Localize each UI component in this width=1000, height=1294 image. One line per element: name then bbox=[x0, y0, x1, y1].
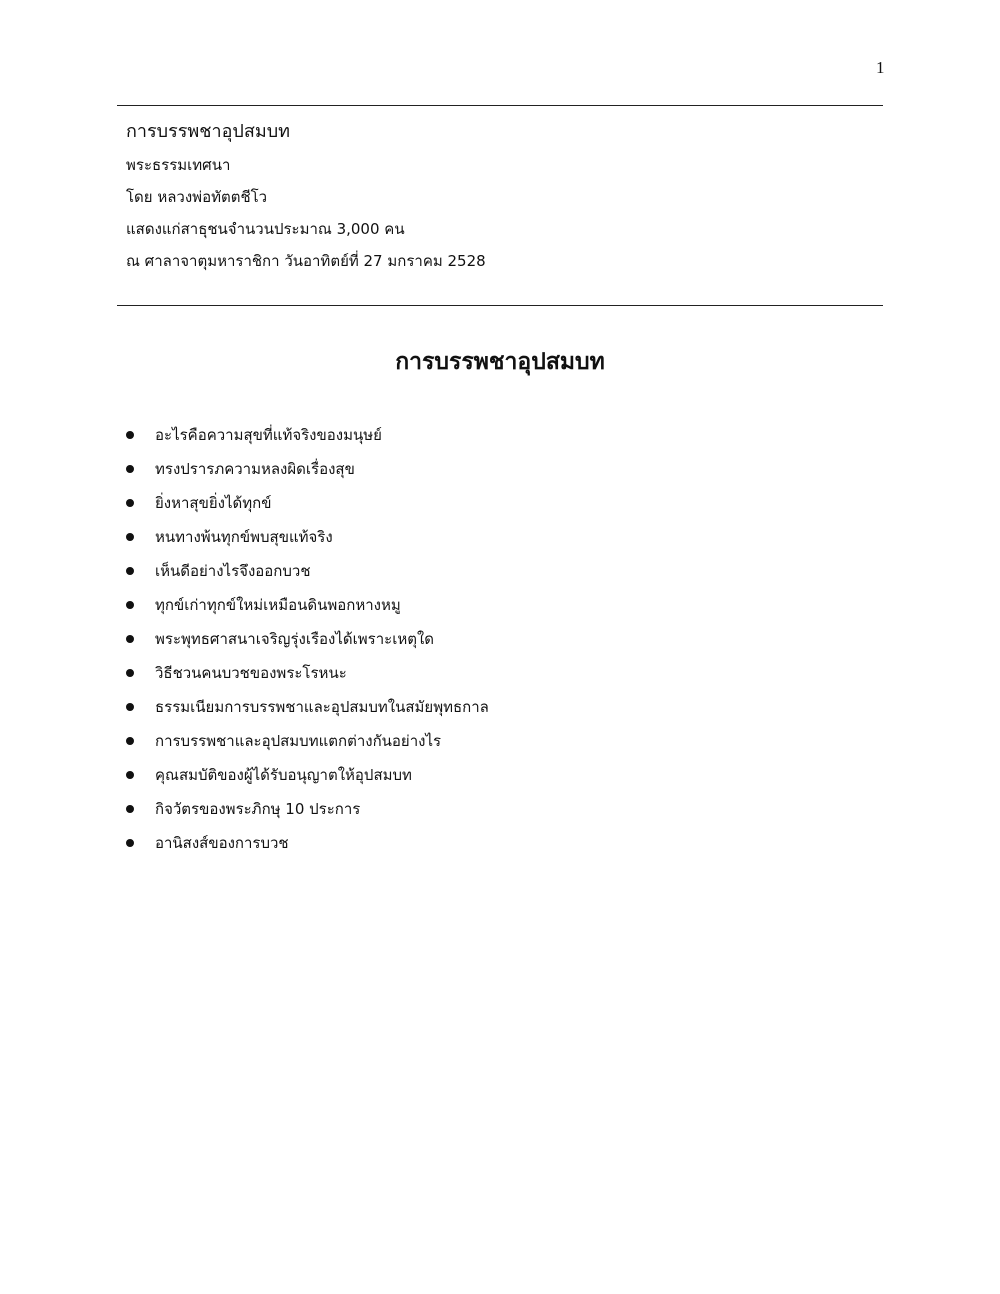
header-subtitle: พระธรรมเทศนา bbox=[126, 156, 231, 174]
bottom-divider bbox=[117, 305, 883, 306]
topic-text: กิจวัตรของพระภิกษุ 10 ประการ bbox=[155, 800, 361, 818]
bullet-icon bbox=[126, 839, 134, 847]
topic-text: ธรรมเนียมการบรรพชาและอุปสมบทในสมัยพุทธกาล bbox=[155, 698, 489, 716]
page-number: 1 bbox=[876, 58, 885, 77]
list-item bbox=[125, 622, 885, 656]
header-author: โดย หลวงพ่อทัตตชีโว bbox=[126, 188, 268, 206]
bullet-icon bbox=[126, 567, 134, 575]
bullet-icon bbox=[126, 771, 134, 779]
header-audience: แสดงแก่สาธุชนจำนวนประมาณ 3,000 คน bbox=[126, 220, 405, 238]
header-venue-date: ณ ศาลาจาตุมหาราชิกา วันอาทิตย์ที่ 27 มกราคม 2528 bbox=[126, 252, 486, 270]
topic-text: เห็นดีอย่างไรจึงออกบวช bbox=[155, 562, 311, 580]
list-item bbox=[125, 758, 885, 792]
topic-text: ยิ่งหาสุขยิ่งได้ทุกข์ bbox=[155, 494, 272, 512]
topic-text: การบรรพชาและอุปสมบทแตกต่างกันอย่างไร bbox=[155, 732, 442, 750]
list-item bbox=[125, 554, 885, 588]
topic-text: พระพุทธศาสนาเจริญรุ่งเรืองได้เพราะเหตุใด bbox=[155, 630, 435, 648]
list-item bbox=[125, 452, 885, 486]
bullet-icon bbox=[126, 465, 134, 473]
list-item bbox=[125, 520, 885, 554]
bullet-icon bbox=[126, 669, 134, 677]
topic-text: คุณสมบัติของผู้ได้รับอนุญาตให้อุปสมบท bbox=[155, 766, 412, 784]
bullet-icon bbox=[126, 635, 134, 643]
topic-text: ทุกข์เก่าทุกข์ใหม่เหมือนดินพอกหางหมู bbox=[155, 596, 401, 614]
topic-list bbox=[125, 418, 885, 860]
bullet-icon bbox=[126, 737, 134, 745]
topic-text: หนทางพ้นทุกข์พบสุขแท้จริง bbox=[155, 528, 333, 546]
topic-text: วิธีชวนคนบวชของพระโรหนะ bbox=[155, 664, 347, 682]
bullet-icon bbox=[126, 431, 134, 439]
list-item bbox=[125, 724, 885, 758]
bullet-icon bbox=[126, 533, 134, 541]
topic-text: ทรงปรารภความหลงผิดเรื่องสุข bbox=[155, 460, 355, 478]
header-title: การบรรพชาอุปสมบท bbox=[126, 121, 291, 142]
list-item bbox=[125, 486, 885, 520]
topic-text: อะไรคือความสุขที่แท้จริงของมนุษย์ bbox=[155, 426, 382, 444]
bullet-icon bbox=[126, 805, 134, 813]
list-item bbox=[125, 690, 885, 724]
bullet-icon bbox=[126, 499, 134, 507]
list-item bbox=[125, 792, 885, 826]
bullet-icon bbox=[126, 703, 134, 711]
main-heading: การบรรพชาอุปสมบท bbox=[395, 349, 605, 375]
list-item bbox=[125, 826, 885, 860]
topic-text: อานิสงส์ของการบวช bbox=[155, 834, 289, 852]
list-item bbox=[125, 588, 885, 622]
bullet-icon bbox=[126, 601, 134, 609]
list-item bbox=[125, 418, 885, 452]
list-item bbox=[125, 656, 885, 690]
top-divider bbox=[117, 105, 883, 106]
sermon-header bbox=[126, 118, 866, 282]
